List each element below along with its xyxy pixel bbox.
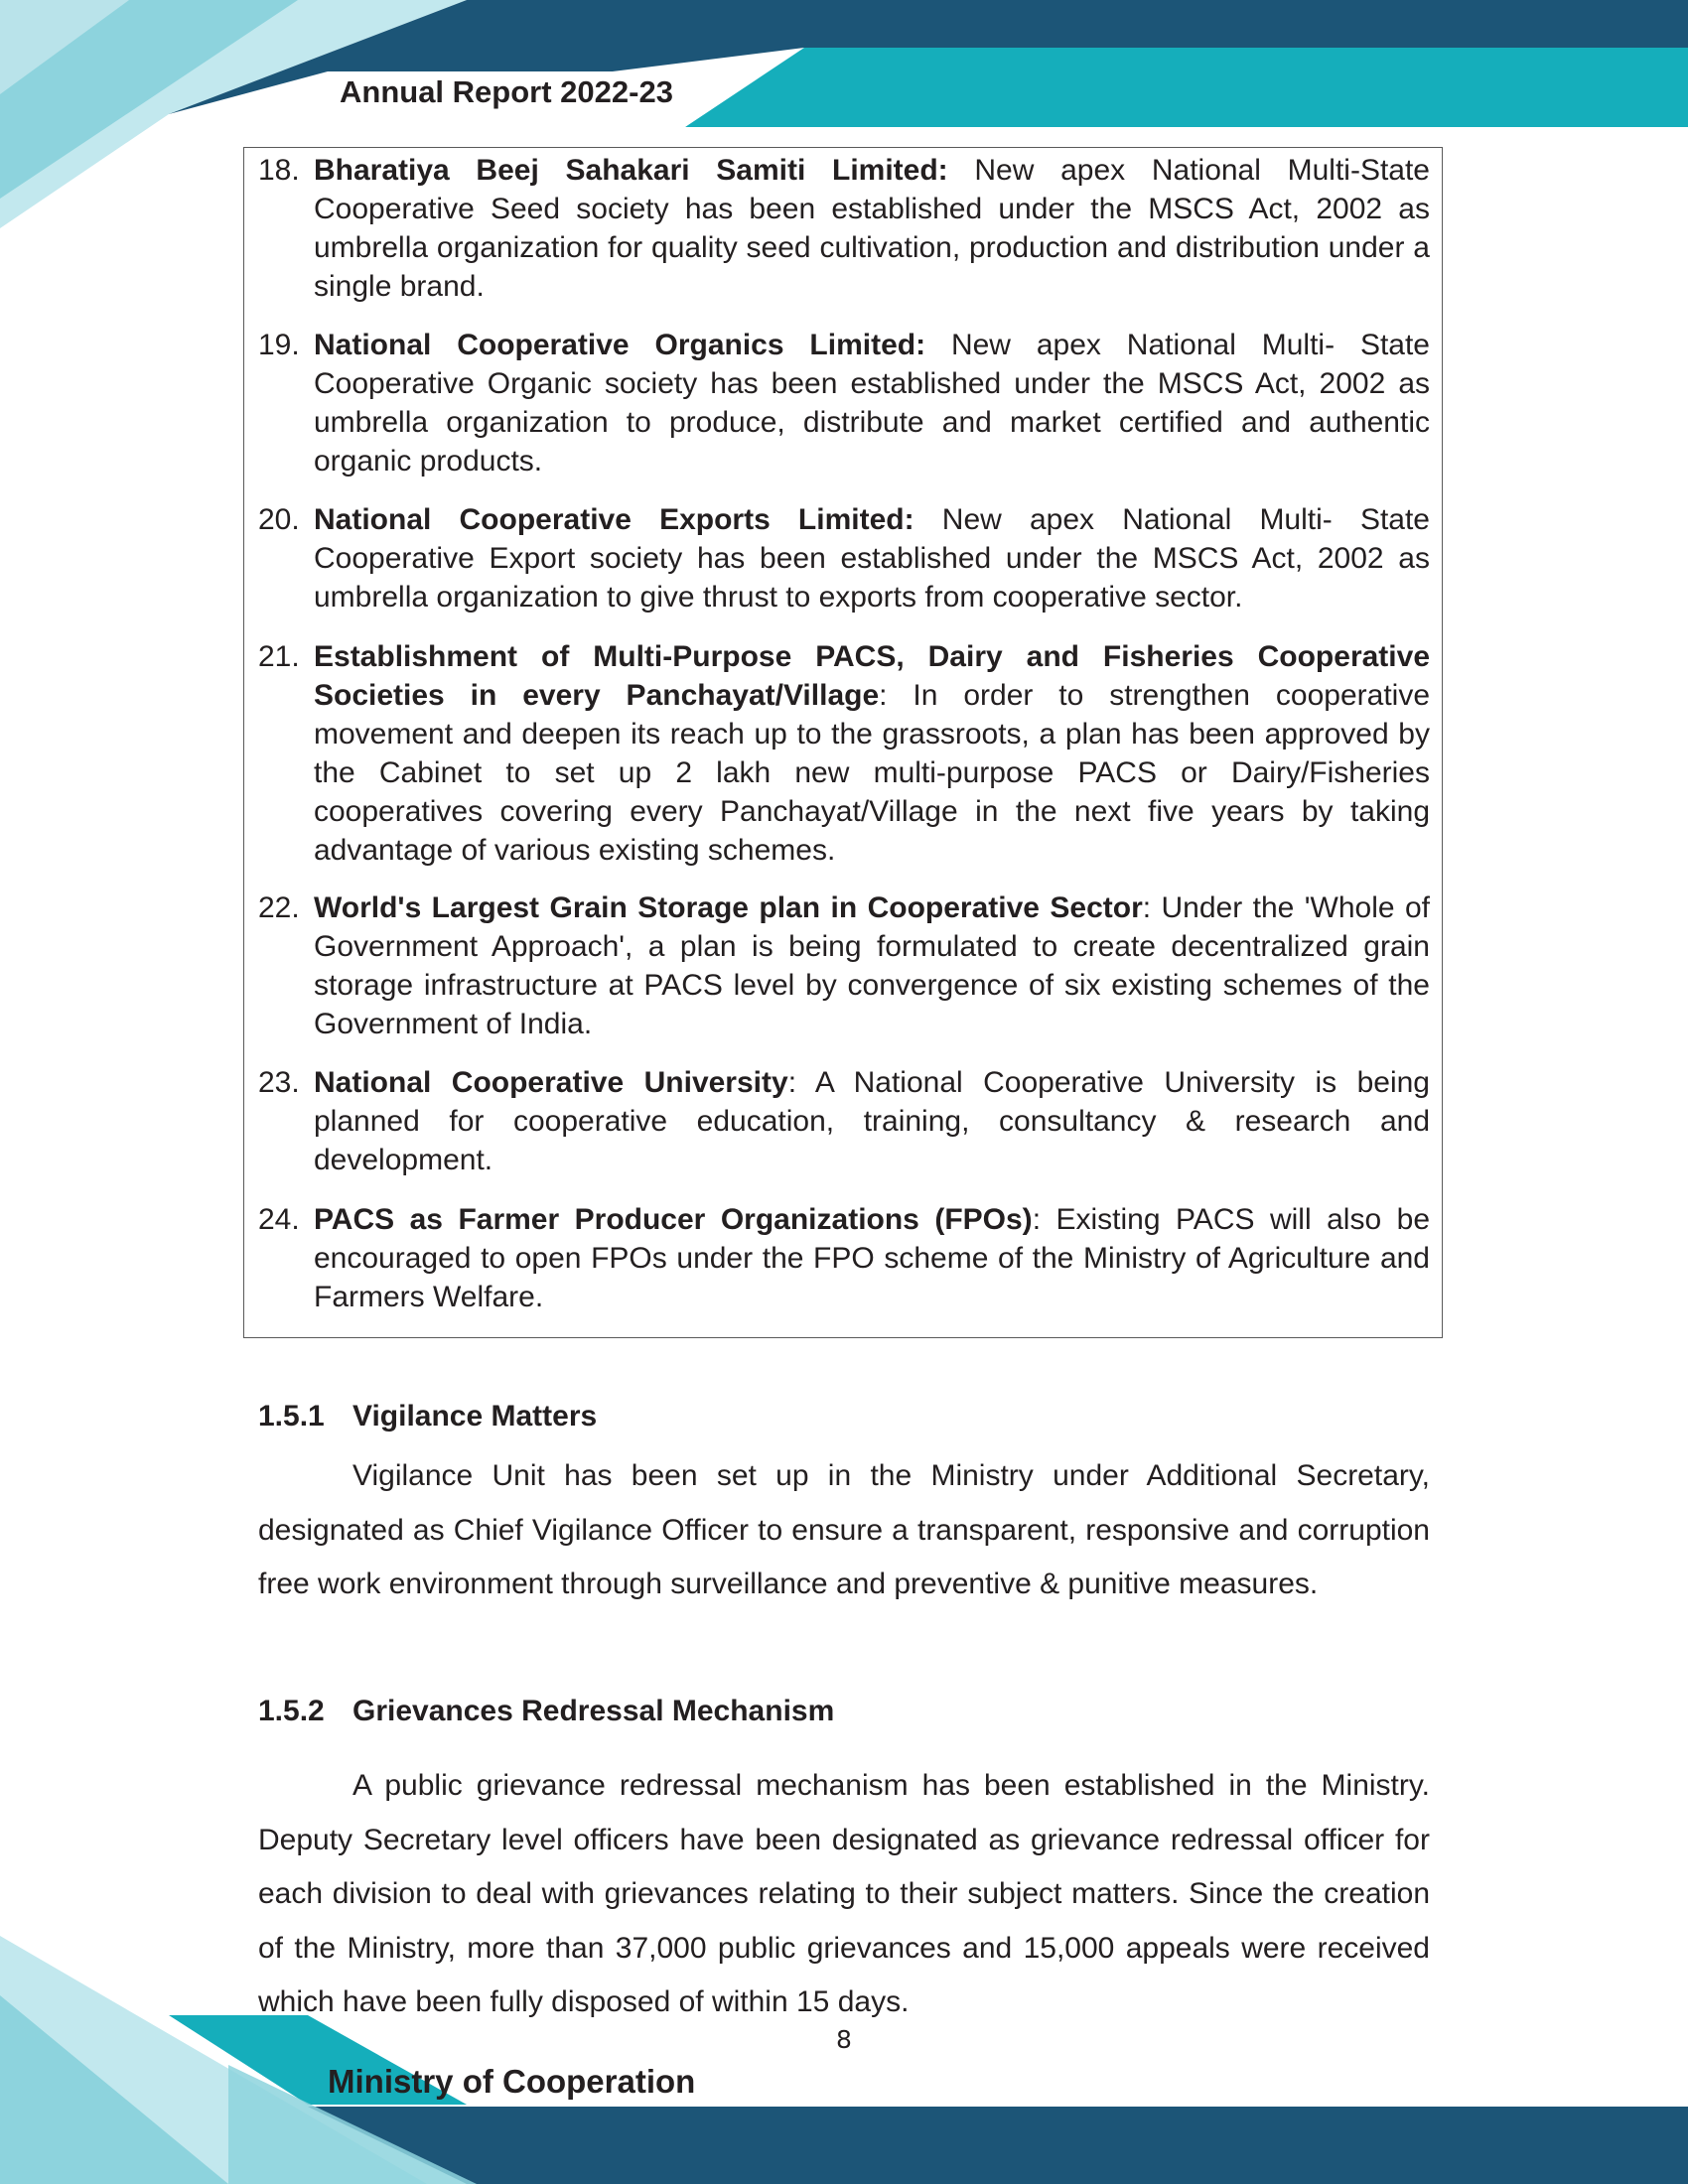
list-item <box>258 637 1430 870</box>
list-item-number: 22. <box>258 891 300 924</box>
page-number: 8 <box>836 2025 852 2054</box>
list-item <box>258 151 1430 306</box>
list-item-number: 19. <box>258 329 300 361</box>
list-item-text: : Existing PACS will also be encouraged to open FPOs under the FPO scheme of the Ministry of Agriculture and Farmers Welfare. <box>314 1203 1430 1313</box>
list-item-number: 23. <box>258 1066 300 1099</box>
footer-title: Ministry of Cooperation <box>328 2063 696 2100</box>
list-item-title: Establishment of Multi-Purpose PACS, Dairy and Fisheries Cooperative Societies in every Panchayat/Village <box>314 640 1430 712</box>
list-item-title: PACS as Farmer Producer Organizations (FPOs) <box>314 1203 1033 1236</box>
section-body: A public grievance redressal mechanism has been established in the Ministry. Deputy Secretary level officers have been designated as grievance redressal officer for each division to deal with grievances relating to their subject matters. Since the creation of the Ministry, more than 37,000 public grievances and 15,000 appeals were received which have been fully disposed of within 15 days. <box>258 1769 1430 2018</box>
list-item-title: National Cooperative Exports Limited: <box>314 503 914 536</box>
list-item-text: : A National Cooperative University is being planned for cooperative education, training, consultancy & research and development. <box>314 1066 1430 1176</box>
header-title: Annual Report 2022-23 <box>340 74 673 109</box>
list-item <box>258 326 1430 480</box>
list-item-text: : Under the 'Whole of Government Approach', a plan is being formulated to create decentralized grain storage infrastructure at PACS level by convergence of six existing schemes of the Government of India. <box>314 891 1430 1040</box>
list-item-text: New apex National Multi- State Cooperative Export society has been established under the MSCS Act, 2002 as umbrella organization to give thrust to exports from cooperative sector. <box>314 503 1430 614</box>
list-item-text: : In order to strengthen cooperative movement and deepen its reach up to the grassroots, a plan has been approved by the Cabinet to set up 2 lakh new multi-purpose PACS or Dairy/Fisheries cooperatives covering every Panchayat/Village in the next five years by taking advantage of various existing schemes. <box>314 679 1430 867</box>
list-item-number: 18. <box>258 154 300 187</box>
list-item-title: Bharatiya Beej Sahakari Samiti Limited: <box>314 154 948 187</box>
list-item-number: 20. <box>258 503 300 536</box>
section-title: Grievances Redressal Mechanism <box>352 1695 835 1727</box>
section-number: 1.5.2 <box>258 1695 325 1727</box>
list-item-text: New apex National Multi-State Cooperative Seed society has been established under the MSCS Act, 2002 as umbrella organization for quality seed cultivation, production and distribution under a single brand. <box>314 154 1430 303</box>
list-item <box>258 888 1430 1043</box>
section-heading <box>258 1695 834 1728</box>
list-item-number: 24. <box>258 1203 300 1236</box>
list-item-text: New apex National Multi- State Cooperative Organic society has been established under the MSCS Act, 2002 as umbrella organization to produce, distribute and market certified and authentic organic products. <box>314 329 1430 478</box>
list-item-title: World's Largest Grain Storage plan in Cooperative Sector <box>314 891 1143 924</box>
section-number: 1.5.1 <box>258 1400 325 1433</box>
list-item-title: National Cooperative Organics Limited: <box>314 329 926 361</box>
list-item <box>258 1063 1430 1179</box>
section-body: Vigilance Unit has been set up in the Ministry under Additional Secretary, designated as Chief Vigilance Officer to ensure a transparent, responsive and corruption free work environment through surveillance and preventive & punitive measures. <box>258 1459 1430 1600</box>
section-heading <box>258 1400 597 1433</box>
list-item-number: 21. <box>258 640 300 673</box>
list-item-title: National Cooperative University <box>314 1066 788 1099</box>
section-title: Vigilance Matters <box>352 1400 598 1433</box>
list-item <box>258 1200 1430 1316</box>
list-item <box>258 500 1430 616</box>
